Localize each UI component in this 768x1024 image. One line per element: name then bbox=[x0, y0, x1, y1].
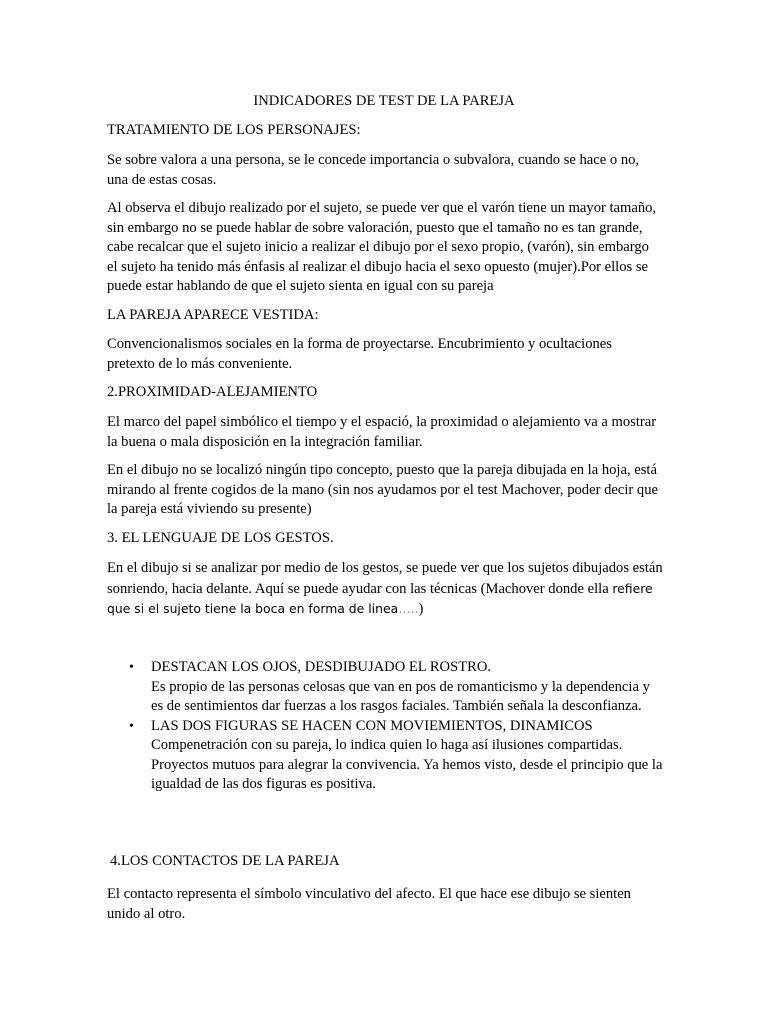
list-item bbox=[107, 717, 663, 795]
bullet-icon: • bbox=[129, 660, 134, 675]
paragraph-gestos-tail: refiere que si el sujeto tiene la boca en forma de linea bbox=[107, 580, 653, 616]
paragraph-gestos-close: ) bbox=[418, 601, 424, 617]
paragraph-observa-dibujo: Al observa el dibujo realizado por el sujeto, se puede ver que el varón tiene un mayor tamaño, sin embargo no se puede hablar de sobre valoración, puesto que el tamaño no es tan grande, cabe recalcar que el sujeto inicio a realizar el dibujo por el sexo propio, (varón), sin embargo el sujeto ha tenido más énfasis al realizar el dibujo hacia el sexo opuesto (mujer).Por ellos se puede estar hablando de que el sujeto sienta en igual con su pareja bbox=[107, 200, 657, 294]
bullet-body: Es propio de las personas celosas que van en pos de romanticismo y la dependencia y es de sentimientos dar fuerzas a los rasgos faciales. También señala la desconfianza. bbox=[151, 678, 650, 714]
paragraph-dibujo-concepto: En el dibujo no se localizó ningún tipo concepto, puesto que la pareja dibujada en la hoja, está mirando al frente cogidos de la mano (sin nos ayudamos por el test Machover, poder decir que la pareja está viviendo su presente) bbox=[107, 462, 658, 517]
bullet-icon: • bbox=[129, 718, 134, 734]
paragraph-marco-papel: El marco del papel simbólico el tiempo y el espació, la proximidad o alejamiento va a mostrar la buena o mala disposición en la integración familiar. bbox=[107, 414, 657, 450]
paragraph-sobrevalora: Se sobre valora a una persona, se le concede importancia o subvalora, cuando se hace o no, una de estas cosas. bbox=[107, 152, 640, 188]
heading-tratamiento: TRATAMIENTO DE LOS PERSONAJES: bbox=[107, 122, 361, 138]
paragraph-gestos-main: En el dibujo si se analizar por medio de los gestos, se puede ver que los sujetos dibujados están sonriendo, hacia delante. Aquí se puede ayudar con las técnicas (Machover donde ella bbox=[107, 560, 663, 597]
paragraph-gestos-dots: ….. bbox=[398, 601, 419, 616]
document-title: INDICADORES DE TEST DE LA PAREJA bbox=[253, 93, 515, 109]
bullet-list bbox=[107, 658, 663, 795]
paragraph-gestos bbox=[107, 559, 663, 620]
heading-proximidad: 2.PROXIMIDAD-ALEJAMIENTO bbox=[107, 384, 318, 400]
paragraph-convencionalismos: Convencionalismos sociales en la forma de proyectarse. Encubrimiento y ocultaciones pretexto de lo más conveniente. bbox=[107, 336, 612, 372]
list-item bbox=[107, 658, 663, 717]
heading-contactos: 4.LOS CONTACTOS DE LA PAREJA bbox=[110, 853, 340, 869]
paragraph-contacto: El contacto representa el símbolo vinculativo del afecto. El que hace ese dibujo se sienten unido al otro. bbox=[107, 886, 631, 922]
bullet-head: LAS DOS FIGURAS SE HACEN CON MOVIEMIENTOS, DINAMICOS bbox=[151, 717, 593, 734]
heading-pareja-vestida: LA PAREJA APARECE VESTIDA: bbox=[107, 307, 319, 323]
heading-gestos: 3. EL LENGUAJE DE LOS GESTOS. bbox=[107, 530, 334, 546]
bullet-head: DESTACAN LOS OJOS, DESDIBUJADO EL ROSTRO. bbox=[151, 659, 492, 675]
bullet-body: Compenetración con su pareja, lo indica quien lo haga así ilusiones compartidas. Proyectos mutuos para alegrar la convivencia. Ya hemos visto, desde el principio que la igualdad de las dos figuras es positiva. bbox=[151, 737, 663, 792]
